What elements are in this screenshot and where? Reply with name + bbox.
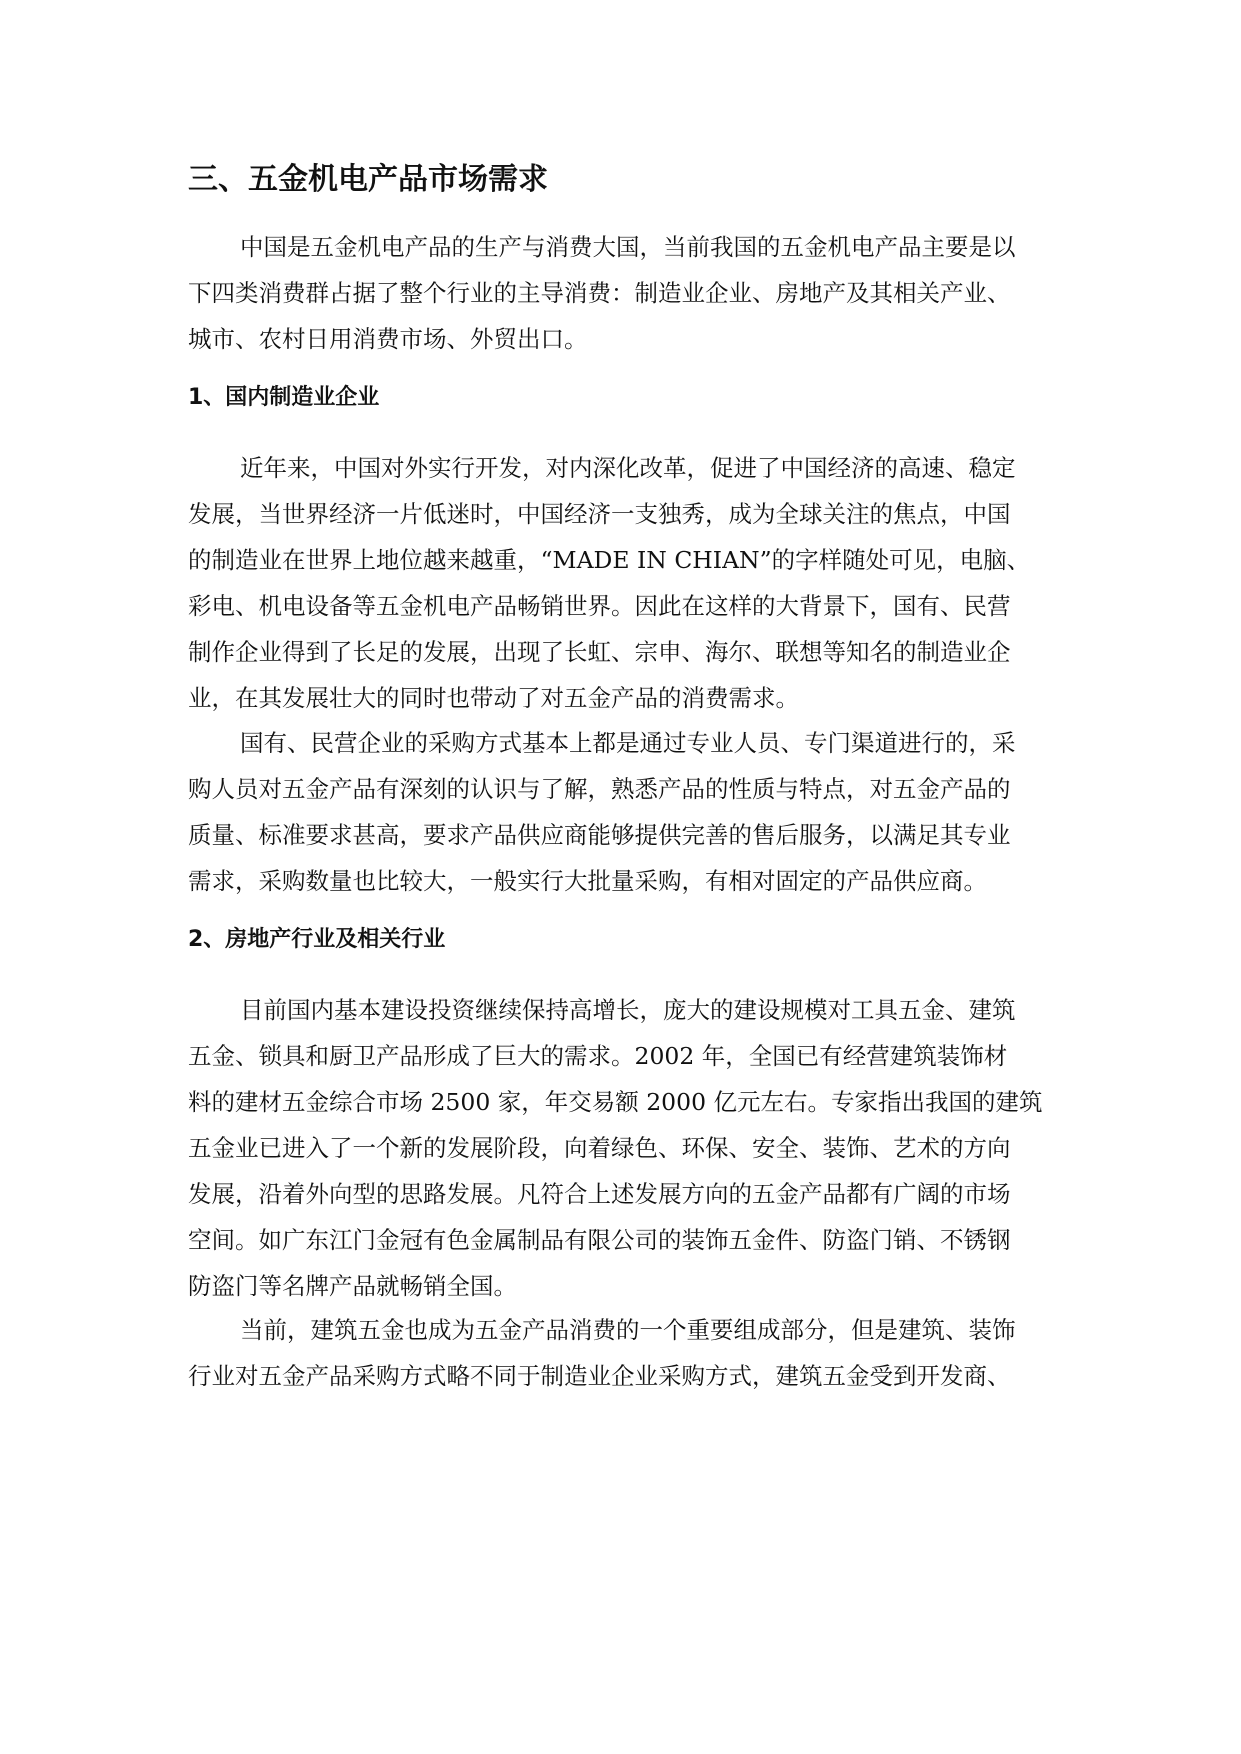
paragraph-line: 发展，当世界经济一片低迷时，中国经济一支独秀，成为全球关注的焦点，中国 <box>188 500 1011 528</box>
paragraph-line: 业，在其发展壮大的同时也带动了对五金产品的消费需求。 <box>188 684 799 712</box>
paragraph-line: 质量、标准要求甚高，要求产品供应商能够提供完善的售后服务，以满足其专业 <box>188 821 1011 849</box>
sub1-paragraph-1 <box>188 445 1068 721</box>
sub2-paragraph-1 <box>188 987 1068 1309</box>
paragraph-line: 目前国内基本建设投资继续保持高增长，庞大的建设规模对工具五金、建筑 <box>240 996 1016 1024</box>
paragraph-line: 近年来，中国对外实行开发，对内深化改革，促进了中国经济的高速、稳定 <box>240 454 1016 482</box>
paragraph-line: 的制造业在世界上地位越来越重，“MADE IN CHIAN”的字样随处可见，电脑、 <box>188 546 1031 574</box>
paragraph-line: 空间。如广东江门金冠有色金属制品有限公司的装饰五金件、防盗门销、不锈钢 <box>188 1226 1011 1254</box>
paragraph-line: 购人员对五金产品有深刻的认识与了解，熟悉产品的性质与特点，对五金产品的 <box>188 775 1011 803</box>
paragraph-line: 制作企业得到了长足的发展，出现了长虹、宗申、海尔、联想等知名的制造业企 <box>188 638 1011 666</box>
paragraph-line: 五金、锁具和厨卫产品形成了巨大的需求。2002 年，全国已有经营建筑装饰材 <box>188 1042 1008 1070</box>
paragraph-line: 防盗门等名牌产品就畅销全国。 <box>188 1272 517 1300</box>
paragraph-line: 五金业已进入了一个新的发展阶段，向着绿色、环保、安全、装饰、艺术的方向 <box>188 1134 1011 1162</box>
paragraph-line: 料的建材五金综合市场 2500 家，年交易额 2000 亿元左右。专家指出我国的建筑 <box>188 1088 1043 1116</box>
subsection-heading-1: 1、国内制造业企业 <box>188 385 380 410</box>
paragraph-line: 需求，采购数量也比较大，一般实行大批量采购，有相对固定的产品供应商。 <box>188 867 987 895</box>
subsection-heading-2: 2、房地产行业及相关行业 <box>188 927 446 952</box>
sub2-paragraph-2 <box>188 1307 1068 1399</box>
paragraph-line: 中国是五金机电产品的生产与消费大国，当前我国的五金机电产品主要是以 <box>240 233 1016 261</box>
paragraph-line: 行业对五金产品采购方式略不同于制造业企业采购方式，建筑五金受到开发商、 <box>188 1362 1011 1390</box>
sub1-paragraph-2 <box>188 720 1068 904</box>
paragraph-line: 下四类消费群占据了整个行业的主导消费：制造业企业、房地产及其相关产业、 <box>188 279 1011 307</box>
paragraph-line: 国有、民营企业的采购方式基本上都是通过专业人员、专门渠道进行的，采 <box>240 729 1016 757</box>
paragraph-line: 彩电、机电设备等五金机电产品畅销世界。因此在这样的大背景下，国有、民营 <box>188 592 1011 620</box>
paragraph-line: 城市、农村日用消费市场、外贸出口。 <box>188 325 588 353</box>
intro-paragraph <box>188 224 1068 362</box>
paragraph-line: 发展，沿着外向型的思路发展。凡符合上述发展方向的五金产品都有广阔的市场 <box>188 1180 1011 1208</box>
section-title: 三、五金机电产品市场需求 <box>188 162 548 197</box>
paragraph-line: 当前，建筑五金也成为五金产品消费的一个重要组成部分，但是建筑、装饰 <box>240 1316 1016 1344</box>
